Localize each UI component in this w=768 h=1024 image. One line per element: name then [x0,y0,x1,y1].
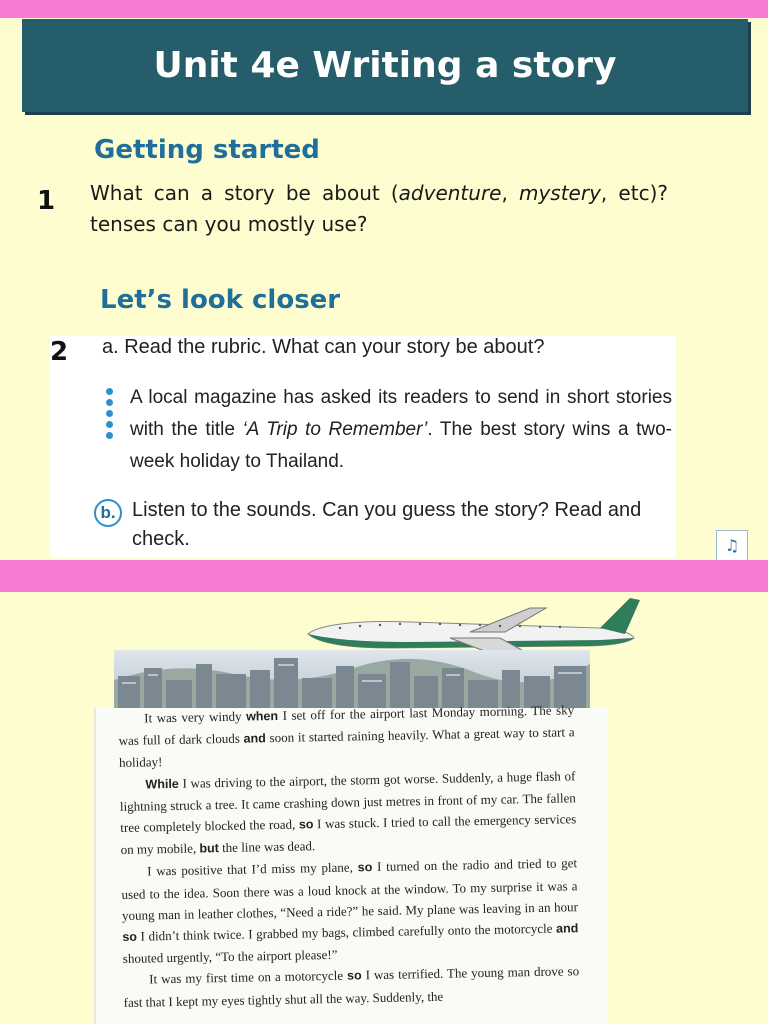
lets-look-closer-heading: Let’s look closer [100,285,341,315]
exercise-number-1: 1 [37,186,56,216]
exercise-2b-label-audio-icon: b. [94,499,122,527]
exercise-1-question: What can a story be about (adventure, mystery, etc)? tenses can you mostly use? [90,181,668,236]
page-title: Unit 4e Writing a story [22,19,748,112]
exercise-2-panel [50,336,676,558]
story-paragraph-1: It was very windy when I set off for the airport last Monday morning. The sky was full of dark clouds and soon it started raining heavily. What a great way to start a holiday! [118,702,575,771]
exercise-number-2: 2 [50,337,69,367]
story-paragraph-4: It was my first time on a motorcycle so I was terrified. The young man drove so fast that I kept my eyes tightly shut all the way. Suddenly, the [123,963,580,1010]
exercise-2b-question: Listen to the sounds. Can you guess the story? Read and check. [132,499,642,550]
middle-pink-stripe [0,560,768,592]
story-text [118,699,580,1013]
audio-track-icon[interactable]: ♫ [716,530,748,562]
bullet-dots-icon [106,388,116,443]
story-page [96,702,608,1024]
story-paragraph-2: While I was driving to the airport, the storm got worse. Suddenly, a huge flash of lightning struck a tree. It came crashing down just metres in front of my car. The fallen tree completely blocked the road, so I was stuck. I tried to call the emergency services on my mobile, but the line was dead. [119,767,577,858]
exercise-2a-question: a. Read the rubric. What can your story be about? [102,336,545,358]
rubric-text: A local magazine has asked its readers to send in short stories with the title ‘A Trip to Remember’. The best story wins a two-week holiday to Thailand. [130,387,672,472]
getting-started-heading: Getting started [94,135,320,165]
story-paragraph-3: I was positive that I’d miss my plane, so I turned on the radio and tried to get used to the idea. Soon there was a loud knock at the window. To my surprise it was a young man in leather clothes, “Need a ride?” he said. My plane was leaving in an hour so I didn’t think twice. I grabbed my bags, climbed carefully onto the motorcycle and shouted urgently, “To the airport please!” [121,855,579,967]
top-pink-stripe [0,0,768,18]
